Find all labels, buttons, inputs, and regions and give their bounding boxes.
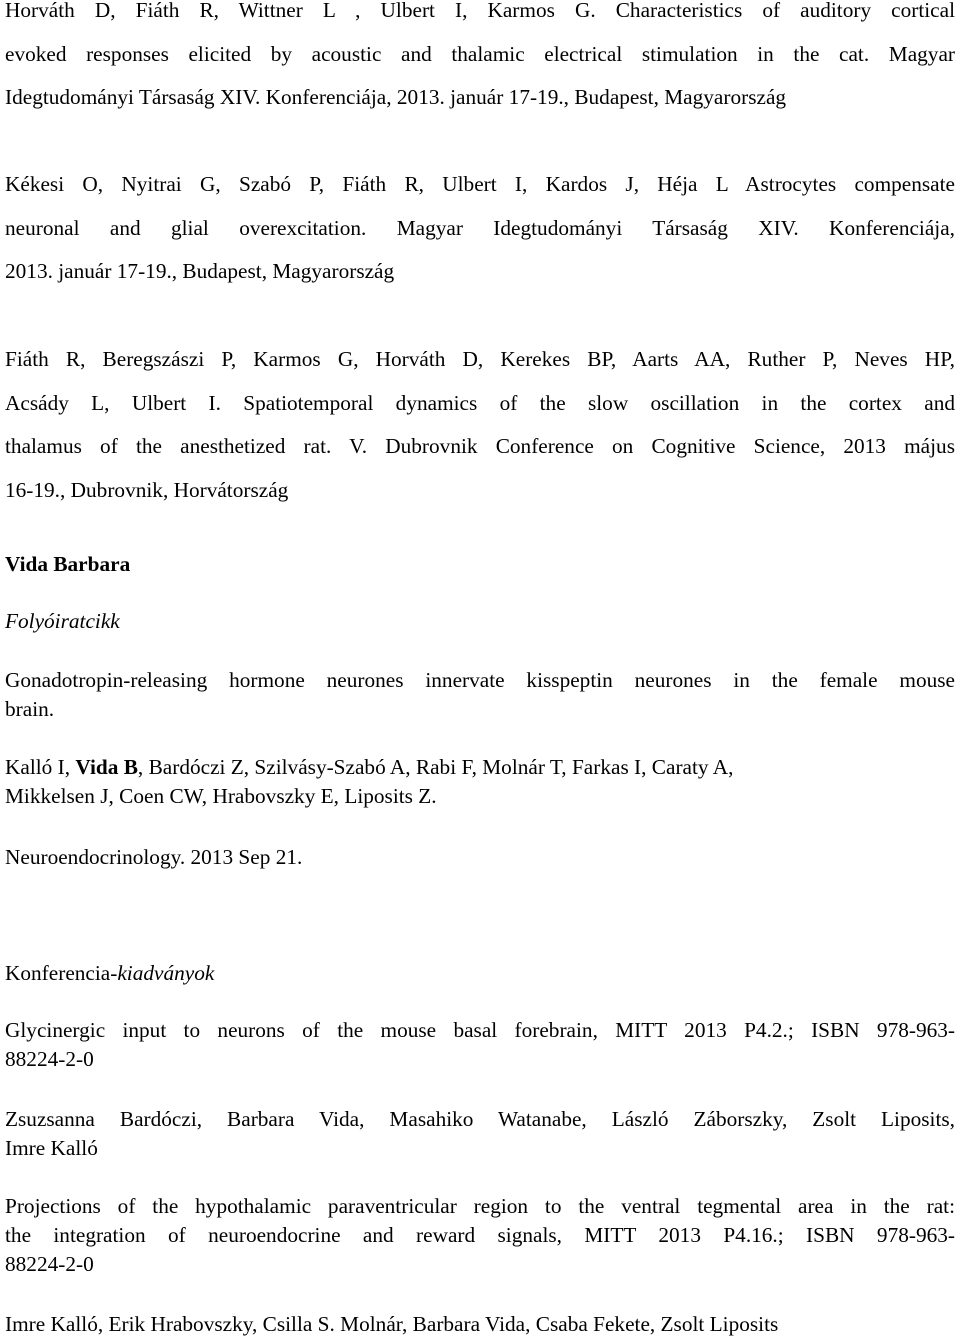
entry-line: Zsuzsanna Bardóczi, Barbara Vida, Masahiko Watanabe, László Záborszky, Zsolt Liposits, [5, 1107, 955, 1131]
heading-plain: Konferencia- [5, 961, 118, 985]
author-text: , Bardóczi Z, Szilvásy-Szabó A, Rabi F, Molnár T, Farkas I, Caraty A, [137, 755, 734, 779]
entry-line: the integration of neuroendocrine and reward signals, MITT 2013 P4.16.; ISBN 978-963- [5, 1223, 955, 1247]
section-label: Folyóiratcikk [5, 609, 120, 633]
conference-entry [5, 1192, 955, 1279]
authors-line: Mikkelsen J, Coen CW, Hrabovszky E, Liposits Z. [5, 784, 437, 808]
entry-line: 2013. január 17-19., Budapest, Magyarország [5, 259, 395, 283]
heading-italic: kiadványok [117, 961, 215, 985]
entry-line: thalamus of the anesthetized rat. V. Dubrovnik Conference on Cognitive Science, 2013 május [5, 434, 955, 458]
entry-line: 88224-2-0 [5, 1252, 94, 1276]
entry-line: Horváth D, Fiáth R, Wittner L , Ulbert I, Karmos G. Characteristics of auditory cortical [5, 0, 955, 22]
title-line: brain. [5, 697, 55, 721]
entry-line: Imre Kalló [5, 1136, 98, 1160]
entry-line: Acsády L, Ulbert I. Spatiotemporal dynamics of the slow oscillation in the cortex and [5, 390, 955, 415]
publication-entry [5, 338, 955, 512]
entry-line: 88224-2-0 [5, 1047, 94, 1071]
publication-entry [5, 163, 955, 294]
highlighted-author: Vida B [75, 755, 138, 779]
article-authors [5, 753, 955, 811]
conference-heading [5, 958, 955, 988]
conference-authors: Imre Kalló, Erik Hrabovszky, Csilla S. Molnár, Barbara Vida, Csaba Fekete, Zsolt Liposits [5, 1312, 779, 1336]
entry-line: 16-19., Dubrovnik, Horvátország [5, 477, 289, 502]
author-text: Kalló I, [5, 755, 76, 779]
entry-line: Glycinergic input to neurons of the mouse basal forebrain, MITT 2013 P4.2.; ISBN 978-963- [5, 1018, 955, 1042]
authors-line [5, 753, 955, 782]
conference-entry [5, 1016, 955, 1074]
publication-entry [5, 0, 955, 120]
entry-line: Kékesi O, Nyitrai G, Szabó P, Fiáth R, Ulbert I, Kardos J, Héja L Astrocytes compensate [5, 172, 955, 196]
conference-authors [5, 1105, 955, 1163]
entry-line: Projections of the hypothalamic paraventricular region to the ventral tegmental area in the rat: [5, 1194, 955, 1218]
article-title [5, 666, 955, 724]
entry-line: neuronal and glial overexcitation. Magyar Idegtudományi Társaság XIV. Konferenciája, [5, 215, 955, 240]
entry-line: Idegtudományi Társaság XIV. Konferenciája, 2013. január 17-19., Budapest, Magyarország [5, 85, 787, 109]
entry-line: evoked responses elicited by acoustic and thalamic electrical stimulation in the cat. Magyar [5, 41, 955, 66]
article-journal: Neuroendocrinology. 2013 Sep 21. [5, 845, 303, 869]
entry-line: Fiáth R, Beregszászi P, Karmos G, Horváth D, Kerekes BP, Aarts AA, Ruther P, Neves HP, [5, 347, 955, 371]
title-line: Gonadotropin-releasing hormone neurones innervate kisspeptin neurones in the female mouse [5, 668, 955, 692]
author-heading: Vida Barbara [5, 552, 131, 576]
